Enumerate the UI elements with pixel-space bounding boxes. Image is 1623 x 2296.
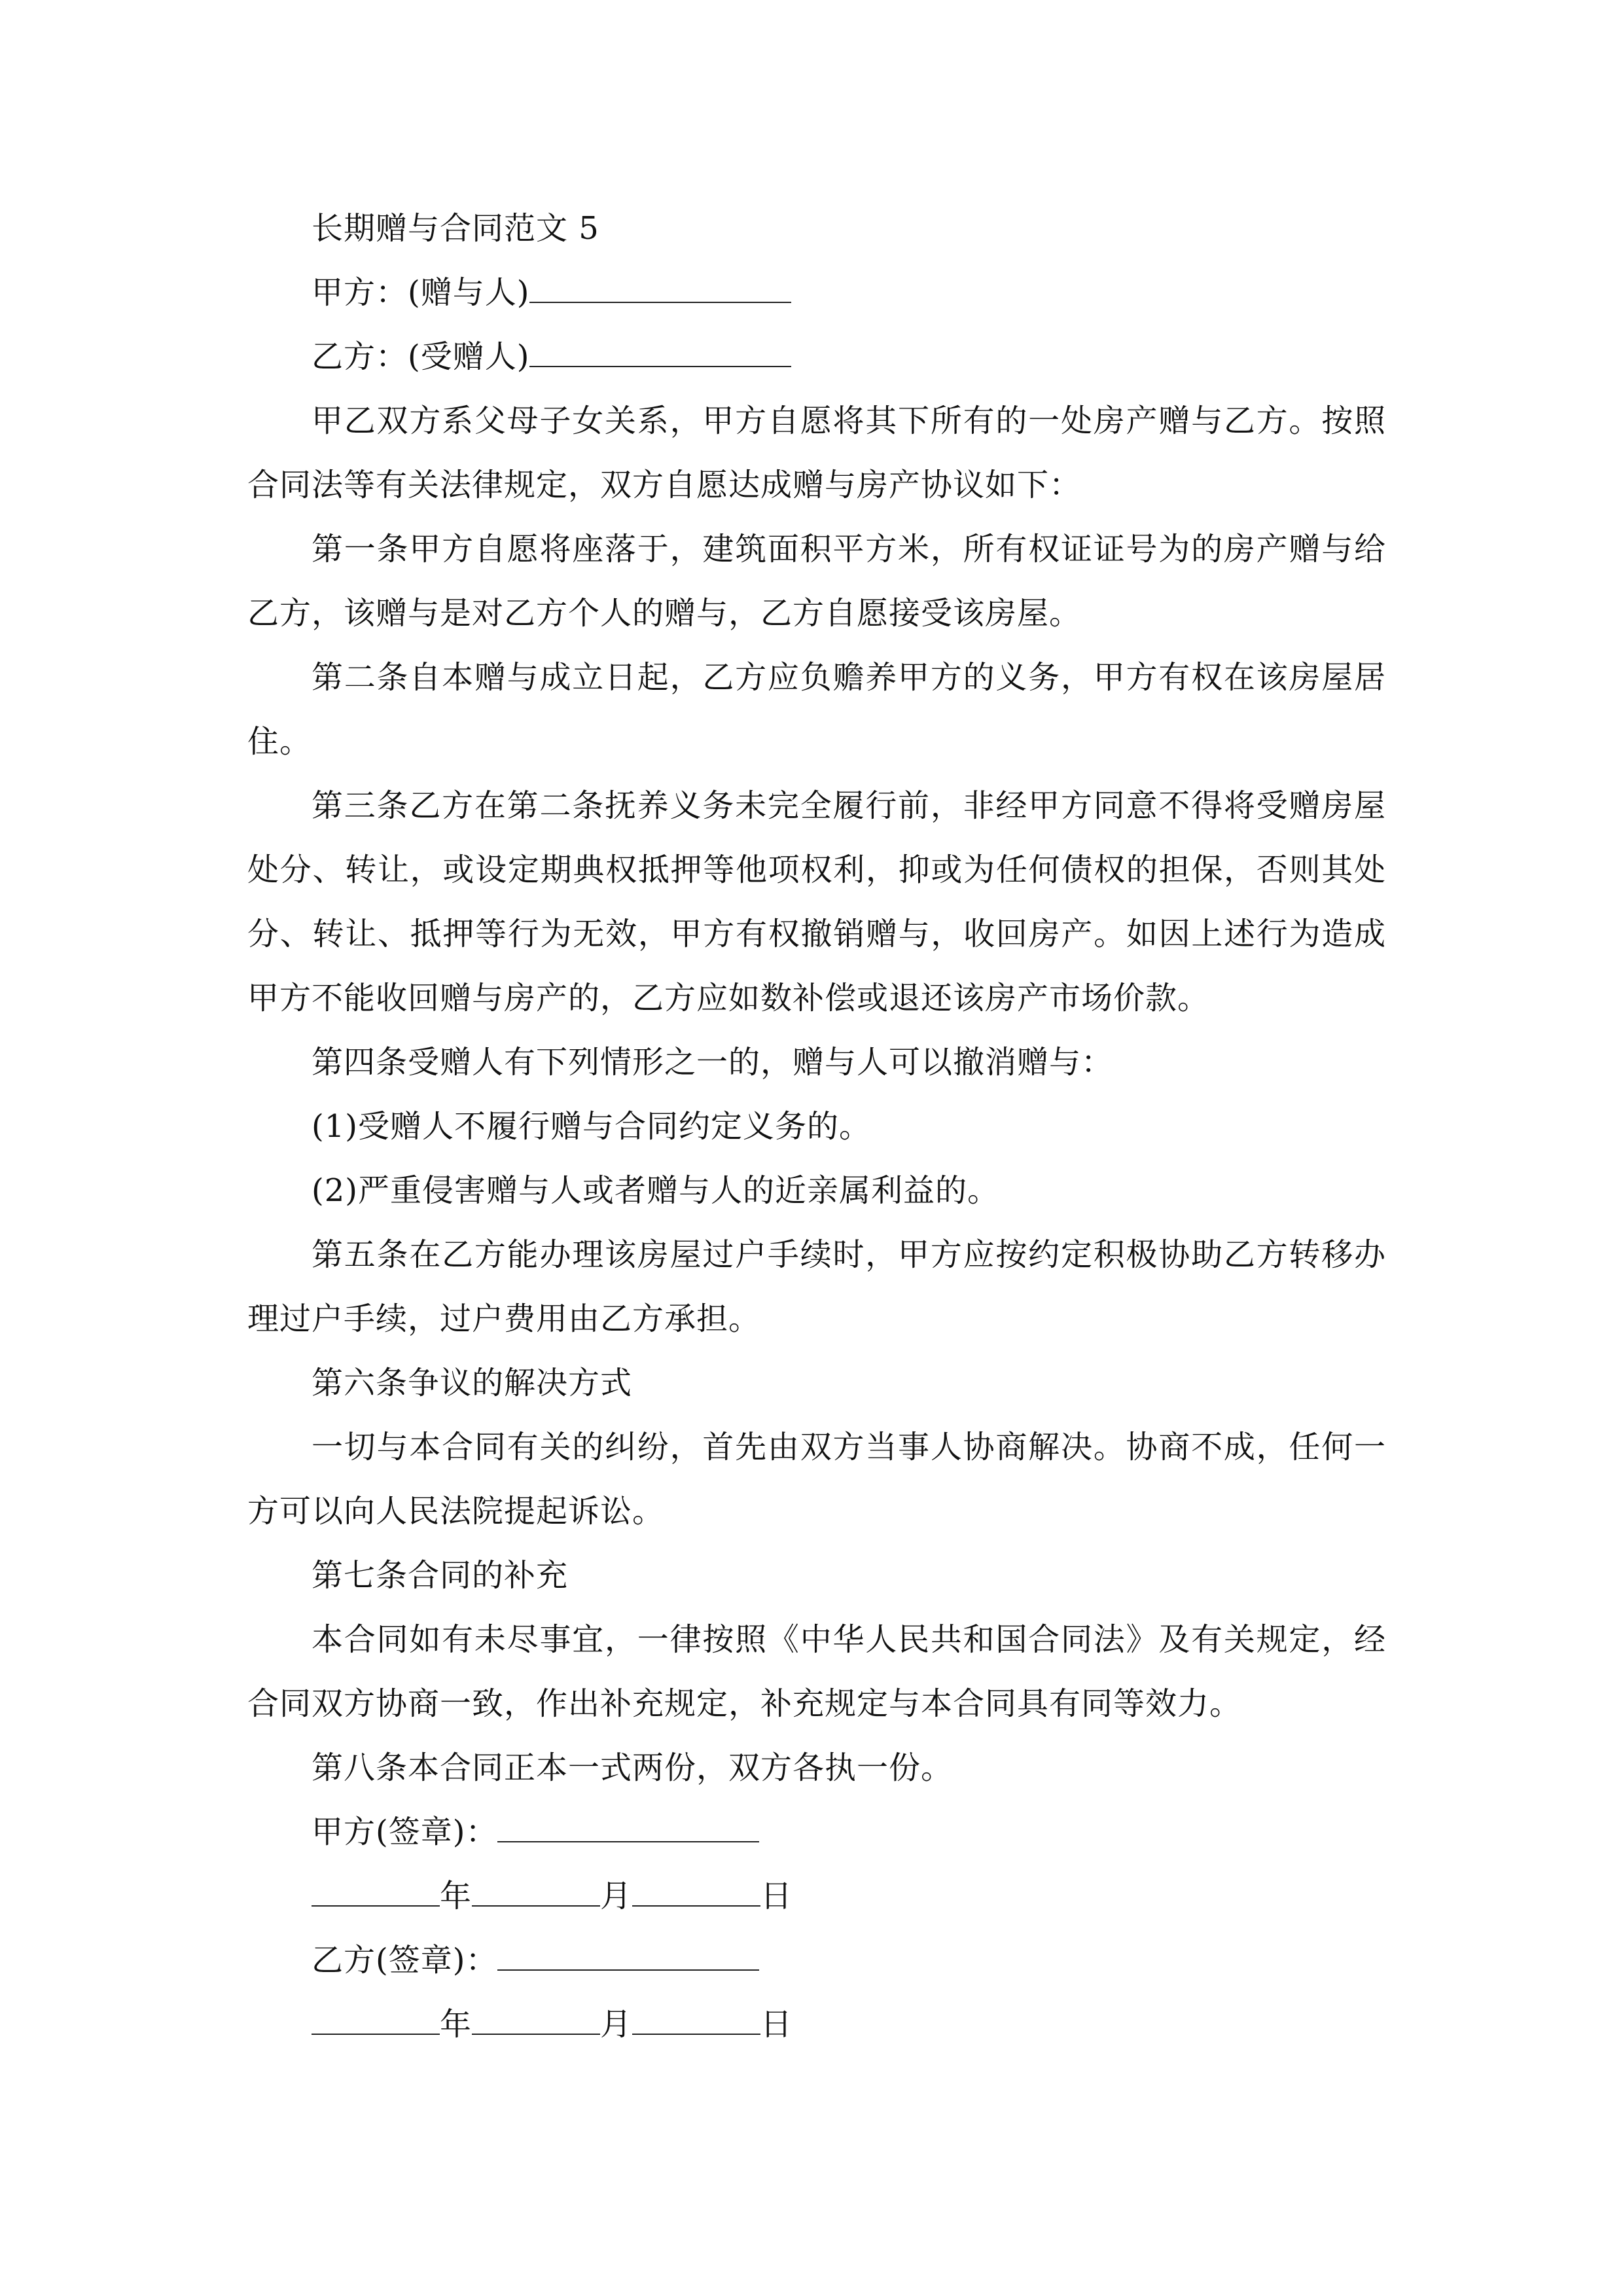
article-1: 第一条甲方自愿将座落于，建筑面积平方米，所有权证证号为的房产赠与给乙方，该赠与是对乙方个人的赠与，乙方自愿接受该房屋。 [247,531,1386,632]
party-b-month-label: 月 [600,2006,633,2043]
party-b-signature-label: 乙方(签章)： [312,1942,498,1979]
article-6-title: 第六条争议的解决方式 [312,1365,633,1401]
party-a-year-label: 年 [440,1878,473,1914]
article-8: 第八条本合同正本一式两份，双方各执一份。 [312,1749,954,1786]
article-4-item-2: (2)严重侵害赠与人或者赠与人的近亲属利益的。 [312,1172,999,1209]
article-3: 第三条乙方在第二条抚养义务未完全履行前，非经甲方同意不得将受赠房屋处分、转让，或设定期典权抵押等他项权利，抑或为任何债权的担保，否则其处分、转让、抵押等行为无效，甲方有权撤销赠与，收回房产。如因上述行为造成甲方不能收回赠与房产的，乙方应如数补偿或退还该房产市场价款。 [247,787,1386,1016]
party-a-line [247,260,1386,325]
party-b-signature-line [247,1928,1386,1992]
document-title: 长期赠与合同范文 5 [312,210,599,247]
article-4-item-1: (1)受赠人不履行赠与合同约定义务的。 [312,1108,871,1145]
party-b-year-blank [312,2003,440,2035]
party-a-day-blank [632,1875,760,1907]
party-a-signature-line [247,1800,1386,1864]
party-a-blank [529,272,791,303]
party-b-date-line [247,1992,1386,2056]
document-body [247,196,1386,2056]
article-5: 第五条在乙方能办理该房屋过户手续时，甲方应按约定积极协助乙方转移办理过户手续，过户费用由乙方承担。 [247,1236,1386,1337]
party-b-signature-blank [497,1939,759,1971]
party-a-month-label: 月 [600,1878,633,1914]
party-a-signature-blank [497,1811,759,1842]
party-a-month-blank [472,1875,600,1907]
party-a-date-line [247,1864,1386,1928]
article-7-body: 本合同如有未尽事宜，一律按照《中华人民共和国合同法》及有关规定，经合同双方协商一致，作出补充规定，补充规定与本合同具有同等效力。 [247,1621,1386,1722]
party-b-blank [529,336,791,367]
article-4: 第四条受赠人有下列情形之一的，赠与人可以撤消赠与： [312,1044,1114,1081]
party-a-signature-label: 甲方(签章)： [312,1814,498,1850]
party-b-day-label: 日 [760,2006,793,2043]
party-b-day-blank [632,2003,760,2035]
party-a-day-label: 日 [760,1878,793,1914]
party-a-year-blank [312,1875,440,1907]
party-a-label: 甲方：(赠与人) [312,274,530,311]
intro-paragraph: 甲乙双方系父母子女关系，甲方自愿将其下所有的一处房产赠与乙方。按照合同法等有关法律规定，双方自愿达成赠与房产协议如下： [247,403,1386,503]
party-b-label: 乙方：(受赠人) [312,338,530,375]
party-b-month-blank [472,2003,600,2035]
article-6-body: 一切与本合同有关的纠纷，首先由双方当事人协商解决。协商不成，任何一方可以向人民法院提起诉讼。 [247,1429,1386,1530]
article-7-title: 第七条合同的补充 [312,1557,569,1594]
party-b-line [247,325,1386,389]
party-b-year-label: 年 [440,2006,473,2043]
article-2: 第二条自本赠与成立日起，乙方应负赡养甲方的义务，甲方有权在该房屋居住。 [247,659,1386,760]
